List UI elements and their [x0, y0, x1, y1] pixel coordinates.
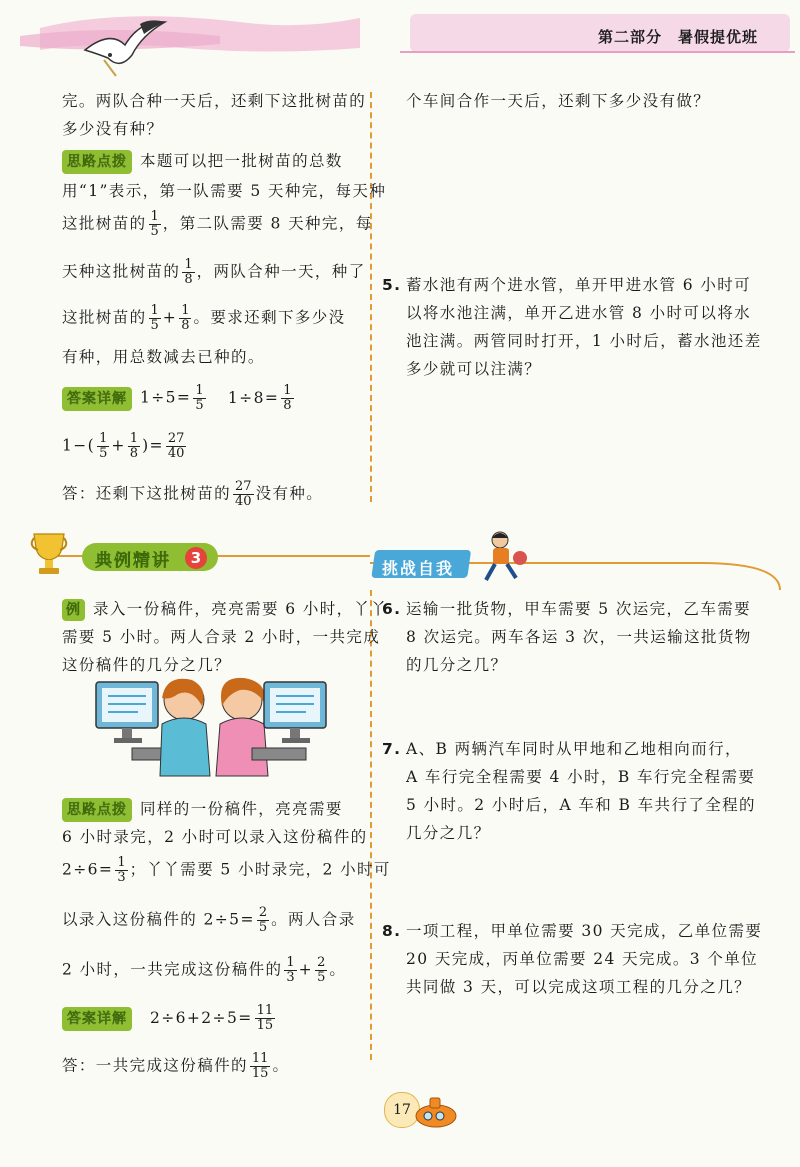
fraction-1-8: $\frac{1}{8}$	[181, 303, 190, 333]
q4-tail: 个车间合作一天后，还剩下多少没有做？	[406, 92, 711, 110]
submarine-icon	[410, 1092, 460, 1132]
answer-text: 没有种。	[255, 484, 324, 503]
hint-line: ，两队合种一天，种了	[196, 262, 366, 281]
q5-line: 多少就可以注满？	[406, 360, 542, 378]
column-divider-bottom	[370, 590, 372, 1060]
ans-expr: )=	[142, 436, 164, 455]
answer-badge: 答案详解	[62, 387, 132, 411]
q8-line: 一项工程，甲单位需要 30 天完成，乙单位需要	[406, 922, 763, 940]
fraction-1-8: $\frac{1}{8}$	[129, 431, 139, 461]
hint-line: 。要求还剩下多少没	[193, 308, 346, 327]
fraction-11-15: $\frac{11}{15}$	[251, 1051, 269, 1081]
ans-expr: 1÷8=	[227, 388, 280, 407]
q8-number: 8.	[382, 922, 402, 940]
answer-text: 答：一共完成这份稿件的	[62, 1056, 248, 1075]
q7-line: 几分之几？	[406, 824, 491, 842]
fraction-11-15: $\frac{11}{15}$	[256, 1003, 274, 1033]
fraction-1-3: $\frac{1}{3}$	[117, 855, 126, 885]
challenge-title: 挑战自我	[382, 559, 455, 578]
q-tail-line-1: 完。两队合种一天后，还剩下这批树苗的	[62, 92, 367, 110]
hint-line: 天种这批树苗的	[62, 262, 181, 281]
fraction-1-5: $\frac{1}{5}$	[195, 383, 204, 413]
ans-expr: 1−(	[62, 436, 96, 455]
q6-line: 运输一批货物，甲车需要 5 次运完，乙车需要	[406, 600, 752, 618]
example-question: 需要 5 小时。两人合录 2 小时，一共完成	[62, 628, 381, 646]
hint-line: 用“1”表示，第一队需要 5 天种完，每天种	[62, 182, 387, 200]
hint-line: 以录入这份稿件的 2÷5=	[62, 910, 255, 929]
hint-line: ，第二队需要 8 天种完，每	[162, 214, 373, 233]
hint-line: 2÷6=	[62, 860, 114, 879]
section-number: 3	[185, 547, 207, 569]
fraction-1-5: $\frac{1}{5}$	[150, 303, 159, 333]
hint-line: 这批树苗的	[62, 214, 147, 233]
q5-line: 以将水池注满，单开乙进水管 8 小时可以将水	[406, 304, 752, 322]
typing-illustration	[92, 676, 332, 786]
q6-number: 6.	[382, 600, 402, 618]
hint-line: 这批树苗的	[62, 308, 147, 327]
q5-line: 蓄水池有两个进水管，单开甲进水管 6 小时可	[406, 276, 752, 294]
fraction-1-8: $\frac{1}{8}$	[184, 257, 193, 287]
answer-text: 。	[272, 1056, 290, 1075]
q6-line: 的几分之几？	[406, 656, 508, 674]
section-title: 典例精讲	[95, 551, 171, 571]
example-tag: 例	[62, 599, 85, 621]
seagull-illustration	[80, 10, 170, 80]
plus-sign: +	[111, 436, 126, 455]
fraction-27-40: $\frac{27}{40}$	[235, 479, 252, 509]
hint-line: 本题可以把一批树苗的总数	[140, 152, 343, 170]
hint-line: 6 小时录完，2 小时可以录入这份稿件的	[62, 828, 368, 846]
q6-line: 8 次运完。两车各运 3 次，一共运输这批货物	[406, 628, 752, 646]
example-question: 录入一份稿件，亮亮需要 6 小时，丫丫	[93, 600, 388, 618]
fraction-1-8: $\frac{1}{8}$	[283, 383, 292, 413]
fraction-2-5: $\frac{2}{5}$	[258, 905, 268, 935]
hint-line: 2 小时，一共完成这份稿件的	[62, 960, 283, 979]
plus-sign: +	[298, 960, 314, 979]
q-tail-line-2: 多少没有种？	[62, 120, 164, 138]
fraction-2-5: $\frac{2}{5}$	[317, 955, 326, 985]
fraction-27-40: $\frac{27}{40}$	[167, 431, 185, 461]
fraction-1-5: $\frac{1}{5}$	[99, 431, 108, 461]
q7-number: 7.	[382, 740, 402, 758]
hint-line: 。两人合录	[271, 910, 356, 929]
hint-badge: 思路点拨	[62, 798, 132, 822]
q7-line: A、B 两辆汽车同时从甲地和乙地相向而行，	[406, 740, 742, 758]
q8-line: 20 天完成，丙单位需要 24 天完成。3 个单位	[406, 950, 759, 968]
ans-expr: 1÷5=	[140, 388, 192, 407]
header-title: 第二部分 暑假提优班	[598, 28, 759, 46]
plus-sign: +	[162, 308, 178, 327]
q7-line: A 车行完全程需要 4 小时，B 车行完全程需要	[406, 768, 756, 786]
page-number: 17	[384, 1092, 420, 1128]
column-divider-top	[370, 92, 372, 502]
q7-line: 5 小时。2 小时后，A 车和 B 车共行了全程的	[406, 796, 756, 814]
q5-line: 池注满。两管同时打开，1 小时后，蓄水池还差	[406, 332, 762, 350]
hint-line: 同样的一份稿件，亮亮需要	[140, 800, 343, 818]
answer-badge: 答案详解	[62, 1007, 132, 1031]
hint-line: 。	[329, 960, 347, 979]
hint-line: ；丫丫需要 5 小时录完，2 小时可	[129, 860, 391, 879]
q8-line: 共同做 3 天，可以完成这项工程的几分之几？	[406, 978, 752, 996]
example-question: 这份稿件的几分之几？	[62, 656, 232, 674]
hint-badge: 思路点拨	[62, 150, 132, 174]
fraction-1-3: $\frac{1}{3}$	[286, 955, 295, 985]
answer-text: 答：还剩下这批树苗的	[62, 484, 232, 503]
q5-number: 5.	[382, 276, 402, 294]
hint-line: 有种，用总数减去已种的。	[62, 348, 265, 366]
fraction-1-5: $\frac{1}{5}$	[150, 209, 159, 239]
ans-expr: 2÷6+2÷5=	[150, 1008, 253, 1027]
